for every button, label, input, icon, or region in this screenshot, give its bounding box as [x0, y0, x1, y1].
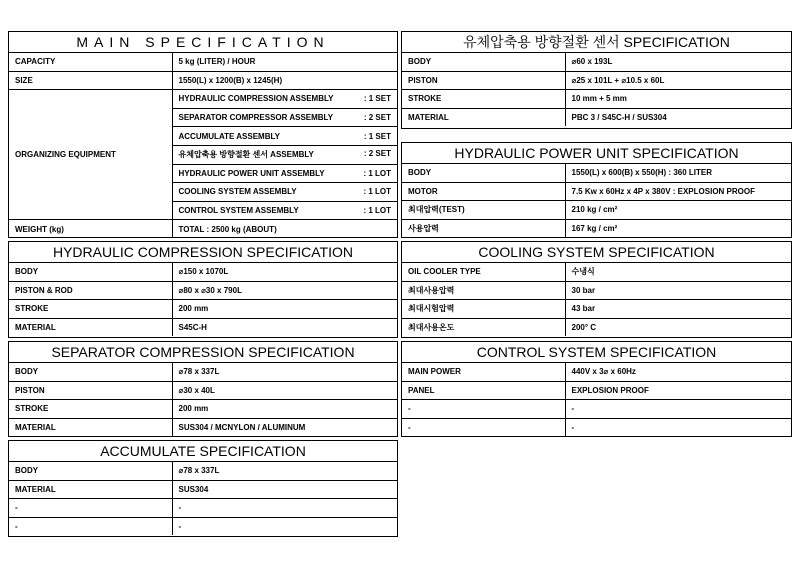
separator-compression-spec-box [8, 341, 398, 437]
cooling-system-spec-table [402, 263, 791, 336]
accumulate-spec-title: ACCUMULATE SPECIFICATION [9, 441, 397, 462]
table-row [402, 263, 791, 281]
equipment-qty: : 1 LOT [363, 206, 391, 216]
power-unit-spec-title: HYDRAULIC POWER UNIT SPECIFICATION [402, 143, 791, 164]
row-label: 사용압력 [402, 219, 565, 237]
row-value: SUS304 [172, 480, 397, 499]
organizing-equipment-label: ORGANIZING EQUIPMENT [9, 90, 172, 220]
row-value: ⌀30 x 40L [172, 381, 397, 400]
row-label: STROKE [402, 90, 565, 109]
row-label: - [9, 499, 172, 518]
row-value: 200° C [565, 318, 791, 336]
row-label: - [9, 517, 172, 535]
sensor-spec-title: 유체압축용 방향절환 센서 SPECIFICATION [402, 32, 791, 53]
row-value: - [565, 418, 791, 436]
capacity-label: CAPACITY [9, 53, 172, 71]
row-value: 43 bar [565, 300, 791, 319]
row-value: - [172, 517, 397, 535]
capacity-value: 5 kg (LITER) / HOUR [172, 53, 397, 71]
sensor-spec-table [402, 53, 791, 126]
table-row [9, 381, 397, 400]
row-value: ⌀78 x 337L [172, 462, 397, 480]
table-row [402, 182, 791, 201]
equipment-item [172, 183, 397, 202]
hydraulic-compression-spec-box [8, 241, 398, 338]
table-row [402, 108, 791, 126]
row-label: BODY [9, 462, 172, 480]
table-row [9, 300, 397, 319]
table-row [402, 164, 791, 182]
table-row [402, 363, 791, 381]
row-label: PISTON [402, 71, 565, 90]
equipment-name: 유체압축용 방향절환 센서 ASSEMBLY [178, 150, 314, 160]
equipment-qty: : 1 LOT [363, 168, 391, 178]
row-value: ⌀80 x ⌀30 x 790L [172, 281, 397, 300]
row-label: MATERIAL [9, 480, 172, 499]
row-label: STROKE [9, 400, 172, 419]
power-unit-spec-table [402, 164, 791, 237]
row-label: BODY [402, 164, 565, 182]
row-value: ⌀25 x 101L + ⌀10.5 x 60L [565, 71, 791, 90]
weight-label: WEIGHT (kg) [9, 220, 172, 238]
row-label: MATERIAL [9, 318, 172, 336]
row-value: 30 bar [565, 281, 791, 300]
weight-value: TOTAL : 2500 kg (ABOUT) [172, 220, 397, 238]
row-label: PANEL [402, 381, 565, 400]
row-value: - [172, 499, 397, 518]
equipment-item [172, 90, 397, 109]
separator-compression-spec-table [9, 363, 397, 436]
size-label: SIZE [9, 71, 172, 90]
row-value: EXPLOSION PROOF [565, 381, 791, 400]
table-row [9, 220, 397, 238]
table-row [402, 400, 791, 419]
row-label: MAIN POWER [402, 363, 565, 381]
table-row [9, 263, 397, 281]
equipment-name: ACCUMULATE ASSEMBLY [178, 131, 280, 141]
row-label: PISTON & ROD [9, 281, 172, 300]
row-label: MATERIAL [402, 108, 565, 126]
row-label: 최대시험압력 [402, 300, 565, 319]
row-value: PBC 3 / S45C-H / SUS304 [565, 108, 791, 126]
hydraulic-compression-spec-table [9, 263, 397, 336]
equipment-qty: : 1 LOT [363, 187, 391, 197]
separator-compression-spec-title: SEPARATOR COMPRESSION SPECIFICATION [9, 342, 397, 363]
row-value: S45C-H [172, 318, 397, 336]
control-system-spec-table [402, 363, 791, 436]
main-spec-box [8, 31, 398, 238]
table-row [9, 418, 397, 436]
table-row [402, 90, 791, 109]
main-spec-title: MAIN SPECIFICATION [9, 32, 397, 53]
equipment-item [172, 201, 397, 220]
main-spec-table [9, 53, 397, 238]
row-value: 7.5 Kw x 60Hz x 4P x 380V : EXPLOSION PROOF [565, 182, 791, 201]
table-row [402, 219, 791, 237]
row-value: 1550(L) x 600(B) x 550(H) : 360 LITER [565, 164, 791, 182]
equipment-name: COOLING SYSTEM ASSEMBLY [178, 187, 297, 197]
row-value: 210 kg / cm² [565, 201, 791, 220]
row-value: ⌀78 x 337L [172, 363, 397, 381]
accumulate-spec-table [9, 462, 397, 535]
accumulate-spec-box [8, 440, 398, 537]
equipment-item [172, 127, 397, 146]
row-label: 최대압력(TEST) [402, 201, 565, 220]
control-system-spec-box [401, 341, 792, 437]
row-value: SUS304 / MCNYLON / ALUMINUM [172, 418, 397, 436]
row-label: - [402, 418, 565, 436]
cooling-system-spec-box [401, 241, 792, 338]
equipment-item [172, 164, 397, 183]
table-row [9, 462, 397, 480]
row-label: STROKE [9, 300, 172, 319]
table-row [402, 71, 791, 90]
row-value: ⌀60 x 193L [565, 53, 791, 71]
row-value: ⌀150 x 1070L [172, 263, 397, 281]
size-value: 1550(L) x 1200(B) x 1245(H) [172, 71, 397, 90]
equipment-qty: : 2 SET [363, 149, 391, 159]
equipment-name: SEPARATOR COMPRESSOR ASSEMBLY [178, 113, 334, 123]
row-value: 440V x 3⌀ x 60Hz [565, 363, 791, 381]
table-row [402, 281, 791, 300]
row-value: - [565, 400, 791, 419]
table-row [9, 400, 397, 419]
row-label: BODY [9, 263, 172, 281]
control-system-spec-title: CONTROL SYSTEM SPECIFICATION [402, 342, 791, 363]
table-row [402, 53, 791, 71]
equipment-qty: : 1 SET [363, 131, 391, 141]
equipment-item [172, 145, 397, 164]
table-row [9, 53, 397, 71]
row-value: 200 mm [172, 300, 397, 319]
table-row [402, 201, 791, 220]
equipment-name: HYDRAULIC POWER UNIT ASSEMBLY [178, 168, 325, 178]
cooling-system-spec-title: COOLING SYSTEM SPECIFICATION [402, 242, 791, 263]
table-row [9, 499, 397, 518]
equipment-name: HYDRAULIC COMPRESSION ASSEMBLY [178, 94, 334, 104]
table-row [9, 71, 397, 90]
row-label: BODY [402, 53, 565, 71]
row-value: 수냉식 [565, 263, 791, 281]
table-row [9, 90, 397, 109]
row-value: 200 mm [172, 400, 397, 419]
row-value: 167 kg / cm² [565, 219, 791, 237]
row-label: OIL COOLER TYPE [402, 263, 565, 281]
row-label: MOTOR [402, 182, 565, 201]
row-label: PISTON [9, 381, 172, 400]
power-unit-spec-box [401, 142, 792, 238]
table-row [9, 318, 397, 336]
sensor-spec-box [401, 31, 792, 129]
equipment-qty: : 1 SET [363, 94, 391, 104]
table-row [9, 363, 397, 381]
table-row [9, 480, 397, 499]
table-row [402, 381, 791, 400]
equipment-name: CONTROL SYSTEM ASSEMBLY [178, 206, 299, 216]
row-value: 10 mm + 5 mm [565, 90, 791, 109]
row-label: BODY [9, 363, 172, 381]
hydraulic-compression-spec-title: HYDRAULIC COMPRESSION SPECIFICATION [9, 242, 397, 263]
equipment-item [172, 108, 397, 127]
row-label: 최대사용온도 [402, 318, 565, 336]
row-label: 최대사용압력 [402, 281, 565, 300]
table-row [9, 281, 397, 300]
row-label: - [402, 400, 565, 419]
row-label: MATERIAL [9, 418, 172, 436]
table-row [402, 300, 791, 319]
table-row [402, 418, 791, 436]
equipment-qty: : 2 SET [363, 113, 391, 123]
table-row [9, 517, 397, 535]
table-row [402, 318, 791, 336]
